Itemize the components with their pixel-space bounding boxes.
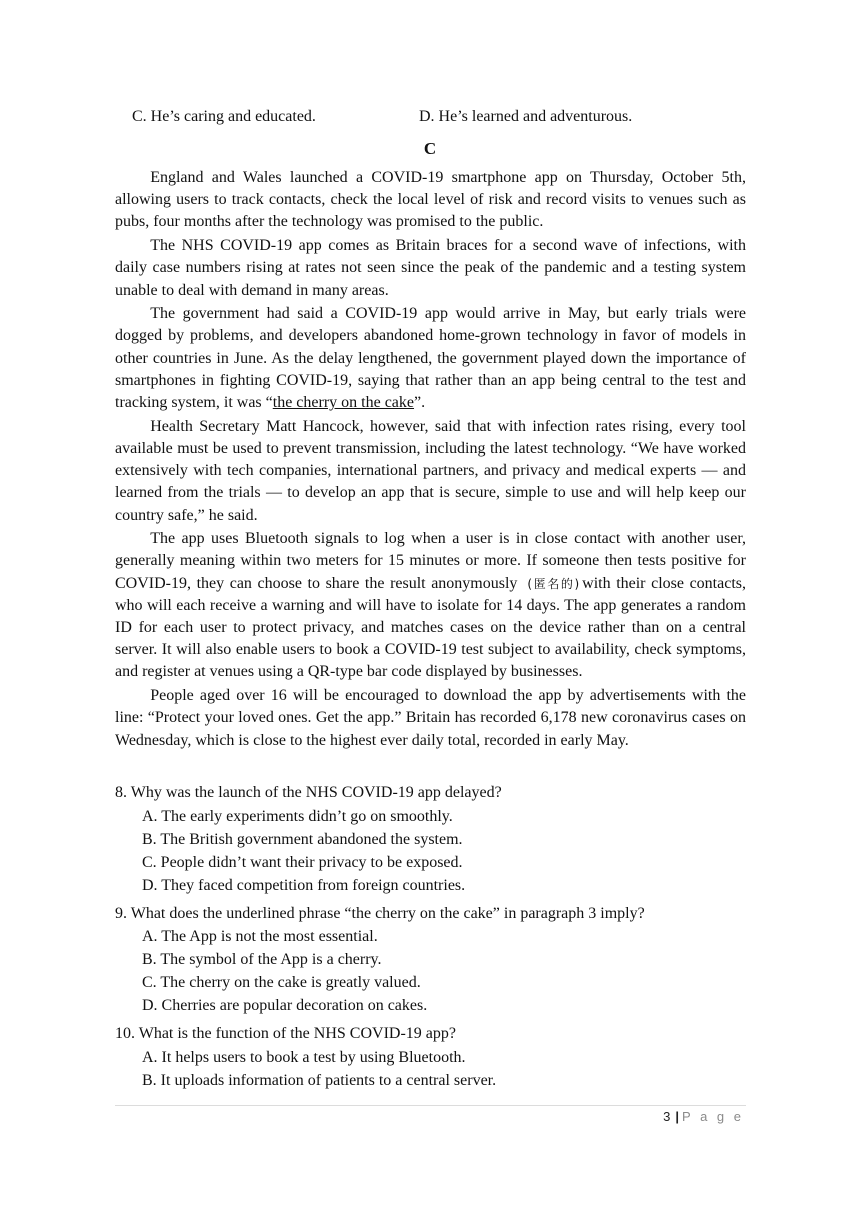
- question-stem: 8. Why was the launch of the NHS COVID-19 app delayed?: [115, 784, 502, 801]
- paragraph-2: The NHS COVID-19 app comes as Britain braces for a second wave of infections, with daily case numbers rising at rates not seen since the peak of the pandemic and a testing system unable to deal with demand in many areas.: [115, 237, 746, 299]
- page-number: 3: [663, 1109, 671, 1124]
- paragraph-1: England and Wales launched a COVID-19 smartphone app on Thursday, October 5th, allowing users to track contacts, check the local level of risk and record visits to venues such as pubs, four months after the technology was promised to the public.: [115, 169, 746, 231]
- option-c: C. He’s caring and educated.: [132, 108, 316, 125]
- paragraph-3-end: ”.: [414, 394, 426, 412]
- question-stem: 10. What is the function of the NHS COVID-19 app?: [115, 1025, 456, 1042]
- answer-option-a: A. The early experiments didn’t go on smoothly.: [142, 807, 453, 825]
- option-d: D. He’s learned and adventurous.: [419, 108, 633, 125]
- question-10: [115, 1023, 746, 1092]
- answer-option-a: A. It helps users to book a test by using Bluetooth.: [142, 1048, 466, 1066]
- paragraph-5: [115, 528, 746, 683]
- paragraph-6: People aged over 16 will be encouraged to download the app by advertisements with the line: “Protect your loved ones. Get the app.” Britain has recorded 6,178 new coronavirus cases on Wednesday, which is close to the highest ever daily total, recorded in early May.: [115, 687, 746, 749]
- footer-divider: [115, 1105, 746, 1106]
- question-9: [115, 903, 746, 1018]
- underlined-phrase: the cherry on the cake: [272, 394, 415, 412]
- answer-options: [115, 805, 746, 897]
- answer-option-b: B. The symbol of the App is a cherry.: [142, 951, 382, 968]
- paragraph-3: [115, 303, 746, 414]
- footer-separator: |: [675, 1109, 680, 1124]
- chinese-gloss: (匿名的): [527, 576, 580, 591]
- question-8: [115, 782, 746, 897]
- question-stem: 9. What does the underlined phrase “the cherry on the cake” in paragraph 3 imply?: [115, 904, 645, 922]
- paragraph-5-text: The app uses Bluetooth signals to log when a user is in close contact with another user, generally meaning within two meters for 15 minutes or more. If someone then tests positive for COVID-19, they can choose to share the result anonymously: [115, 530, 746, 592]
- section-title: C: [423, 139, 437, 158]
- answer-option-c: C. The cherry on the cake is greatly valued.: [142, 974, 421, 991]
- answer-options: [115, 1046, 746, 1092]
- answer-option-b: B. It uploads information of patients to a central server.: [142, 1071, 497, 1089]
- answer-option-d: D. They faced competition from foreign countries.: [142, 876, 466, 894]
- paragraph-5-rest: with their close contacts, who will each receive a warning and will have to isolate for 14 days. The app generates a random ID for each user to protect privacy, and matches cases on the device rather than on a central server. It will also enable users to book a COVID-19 test subject to availability, check symptoms, and register at venues using a QR-type bar code displayed by businesses.: [115, 574, 746, 681]
- page-footer: [663, 1109, 744, 1124]
- answer-options: [115, 925, 746, 1017]
- question-list: [115, 782, 746, 1098]
- page-label: P a g e: [682, 1109, 744, 1124]
- reading-passage: [115, 167, 746, 753]
- paragraph-4: Health Secretary Matt Hancock, however, said that with infection rates rising, every tool available must be used to prevent transmission, including the latest technology. “We have worked extensively with tech companies, international partners, and privacy and medical experts — and learned from the trials — to develop an app that is secure, simple to use and will help keep our country safe,” he said.: [115, 417, 746, 524]
- answer-option-a: A. The App is not the most essential.: [142, 928, 378, 945]
- paragraph-3-text: The government had said a COVID-19 app would arrive in May, but early trials were dogged by problems, and developers abandoned home-grown technology in favor of models in other countries in June. As the delay lengthened, the government played down the importance of smartphones in fighting COVID-19, saying that rather than an app being central to the test and tracking system, it was “: [115, 305, 746, 412]
- answer-option-b: B. The British government abandoned the system.: [142, 830, 463, 848]
- answer-option-c: C. People didn’t want their privacy to be exposed.: [142, 853, 463, 871]
- answer-option-d: D. Cherries are popular decoration on cakes.: [142, 997, 428, 1014]
